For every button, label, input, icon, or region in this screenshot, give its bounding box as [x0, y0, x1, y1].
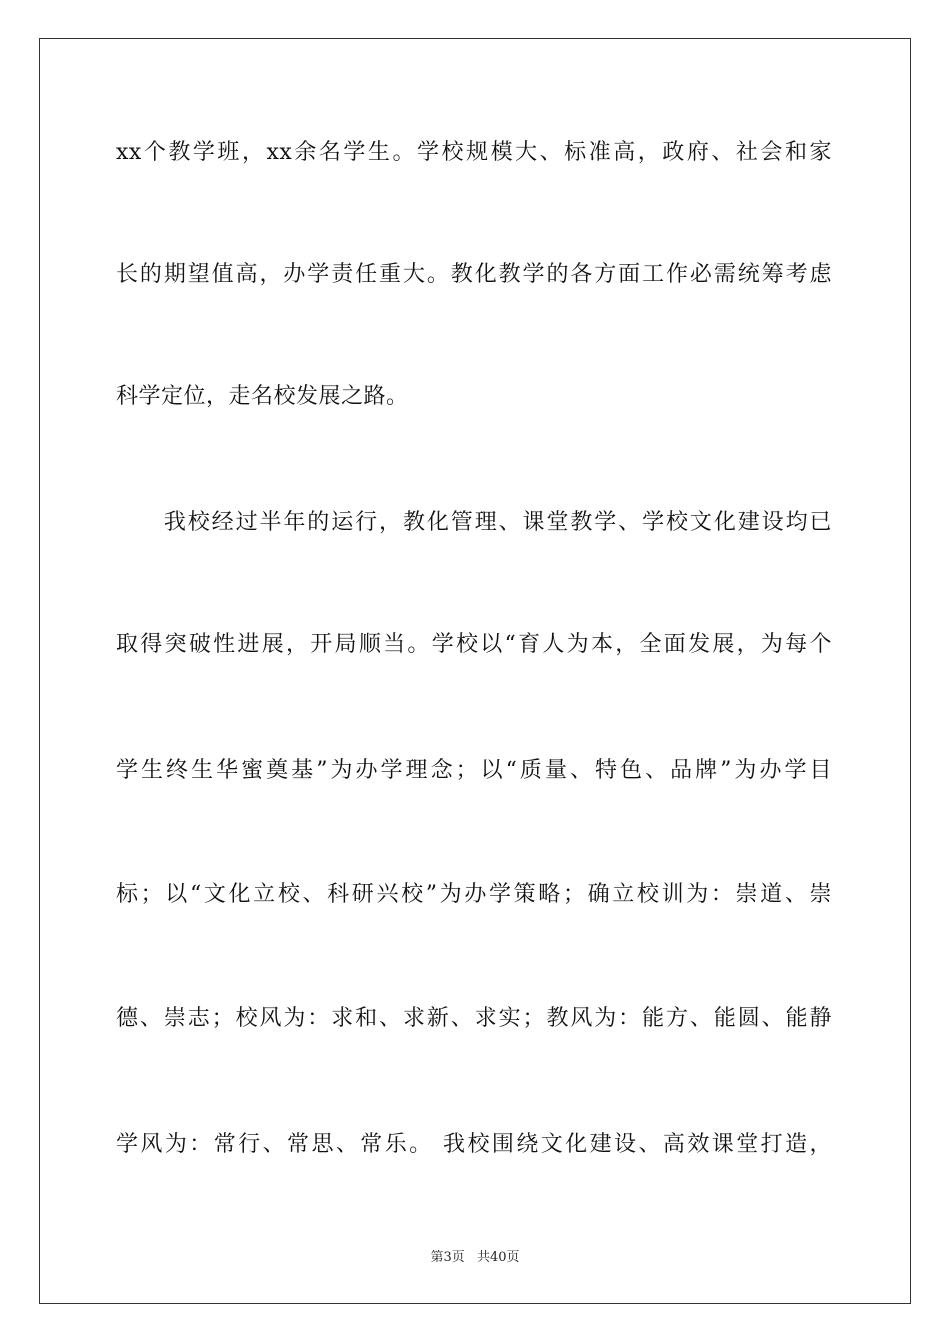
paragraph-line: 取得突破性进展，开局顺当。学校以“育人为本，全面发展，为每个	[116, 632, 832, 657]
paragraph-line: 德、崇志；校风为：求和、求新、求实；教风为：能方、能圆、能静	[116, 1006, 832, 1031]
paragraph-line: 我校经过半年的运行，教化管理、课堂教学、学校文化建设均已	[116, 510, 832, 535]
paragraph-line: 学生终生华蜜奠基”为办学理念；以“质量、特色、品牌”为办学目	[116, 758, 832, 783]
page-border	[39, 38, 911, 1304]
paragraph-line: 长的期望值高，办学责任重大。教化教学的各方面工作必需统筹考虑	[116, 262, 832, 287]
paragraph-line: 标；以“文化立校、科研兴校”为办学策略；确立校训为：崇道、崇	[116, 882, 832, 907]
paragraph-line: xx个教学班，xx余名学生。学校规模大、标准高，政府、社会和家	[116, 140, 832, 165]
page-number: 第3页	[430, 1250, 465, 1265]
paragraph-line: 学风为：常行、常思、常乐。 我校围绕文化建设、高效课堂打造，	[116, 1132, 832, 1157]
page-total: 共40页	[476, 1250, 520, 1265]
paragraph-line: 科学定位，走名校发展之路。	[116, 384, 409, 409]
page-footer	[0, 1246, 950, 1265]
